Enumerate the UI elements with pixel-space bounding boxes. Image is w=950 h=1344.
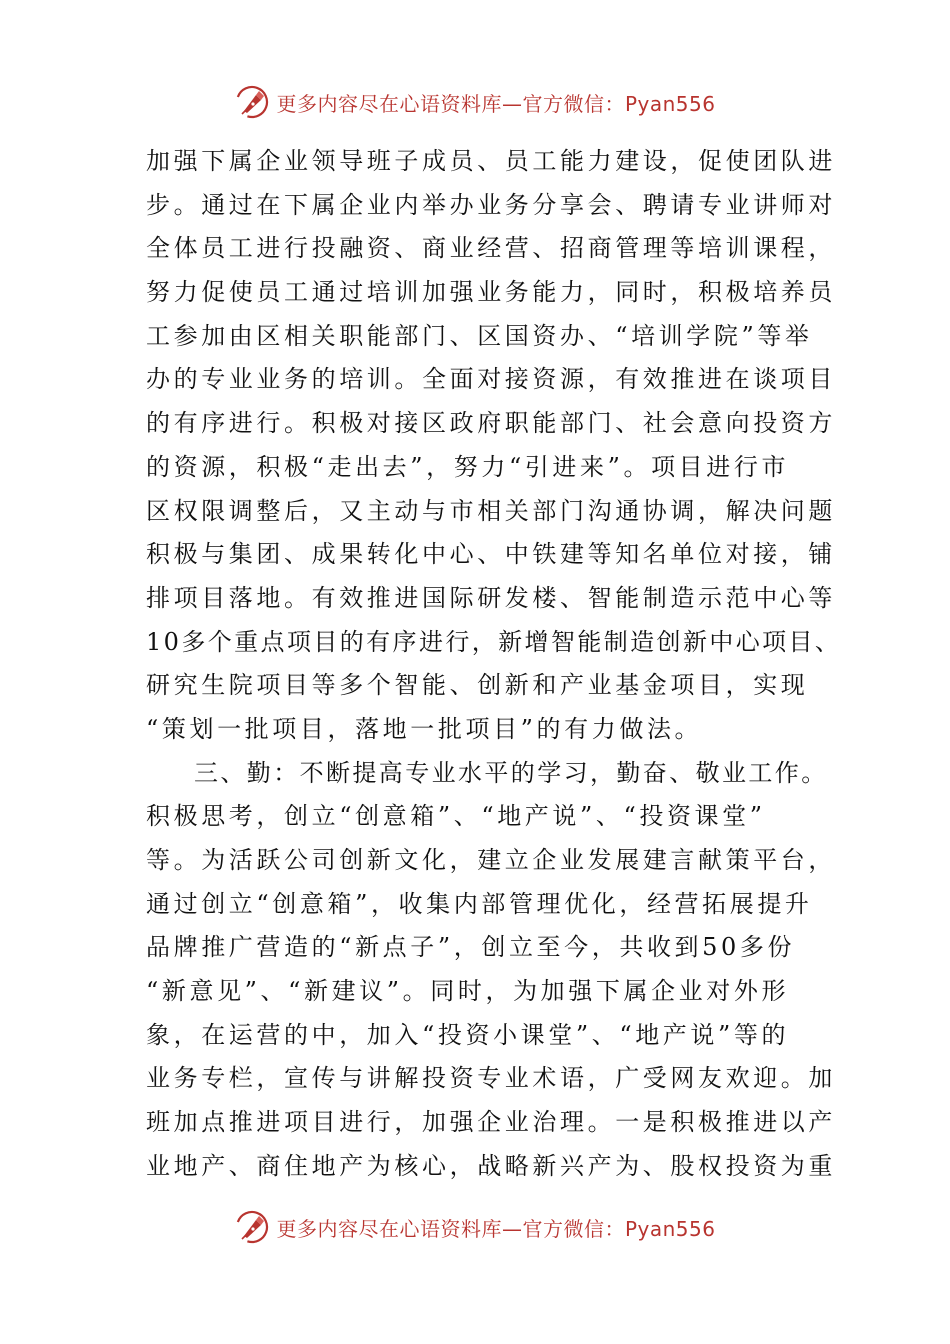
body-line-19: 品牌推广营造的“新点子”，创立至今，共收到50多份 — [146, 933, 796, 962]
body-line-22: 业务专栏，宣传与讲解投资专业术语，广受网友欢迎。加 — [146, 1064, 836, 1093]
header-banner — [0, 82, 950, 122]
body-line-8: 的资源，积极“走出去”，努力“引进来”。项目进行市 — [146, 452, 790, 481]
footer-banner-text: 更多内容尽在心语资料库—官方微信：Pyan556 — [276, 1216, 716, 1241]
body-line-3: 全体员工进行投融资、商业经营、招商管理等培训课程， — [146, 234, 836, 263]
body-line-2: 步。通过在下属企业内举办业务分享会、聘请专业讲师对 — [146, 190, 836, 219]
pen-nib-logo-icon — [234, 1209, 270, 1245]
header-banner-text: 更多内容尽在心语资料库—官方微信：Pyan556 — [276, 91, 716, 116]
body-line-9: 区权限调整后，又主动与市相关部门沟通协调，解决问题 — [146, 496, 836, 525]
document-body — [146, 140, 842, 1189]
body-line-6: 办的专业业务的培训。全面对接资源，有效推进在谈项目 — [146, 365, 836, 394]
body-line-7: 的有序进行。积极对接区政府职能部门、社会意向投资方 — [146, 409, 836, 438]
body-line-20: “新意见”、“新建议”。同时，为加强下属企业对外形 — [146, 977, 790, 1006]
section-heading-line: 三、勤：不断提高专业水平的学习，勤奋、敬业工作。 — [194, 758, 828, 787]
body-line-23: 班加点推进项目进行，加强企业治理。一是积极推进以产 — [146, 1108, 836, 1137]
body-line-1: 加强下属企业领导班子成员、员工能力建设，促使团队进 — [146, 147, 836, 175]
body-line-5: 工参加由区相关职能部门、区国资办、“培训学院”等举 — [146, 321, 813, 350]
body-line-16: 积极思考，创立“创意箱”、“地产说”、“投资课堂” — [146, 802, 766, 831]
body-line-13: 研究生院项目等多个智能、创新和产业基金项目，实现 — [146, 671, 809, 700]
pen-nib-logo-icon — [234, 84, 270, 120]
body-line-14: “策划一批项目，落地一批项目”的有力做法。 — [146, 714, 703, 743]
body-line-17: 等。为活跃公司创新文化，建立企业发展建言献策平台， — [146, 846, 836, 874]
body-line-4: 努力促使员工通过培训加强业务能力，同时，积极培养员 — [146, 278, 836, 307]
body-line-21: 象，在运营的中，加入“投资小课堂”、“地产说”等的 — [146, 1020, 790, 1049]
body-line-12: 10多个重点项目的有序进行，新增智能制造创新中心项目、 — [146, 627, 842, 656]
body-line-11: 排项目落地。有效推进国际研发楼、智能制造示范中心等 — [146, 583, 836, 612]
footer-banner — [0, 1207, 950, 1247]
body-line-24: 业地产、商住地产为核心，战略新兴产为、股权投资为重 — [146, 1151, 836, 1180]
body-line-10: 积极与集团、成果转化中心、中铁建等知名单位对接，铺 — [146, 540, 836, 569]
body-line-18: 通过创立“创意箱”，收集内部管理优化，经营拓展提升 — [146, 889, 813, 918]
